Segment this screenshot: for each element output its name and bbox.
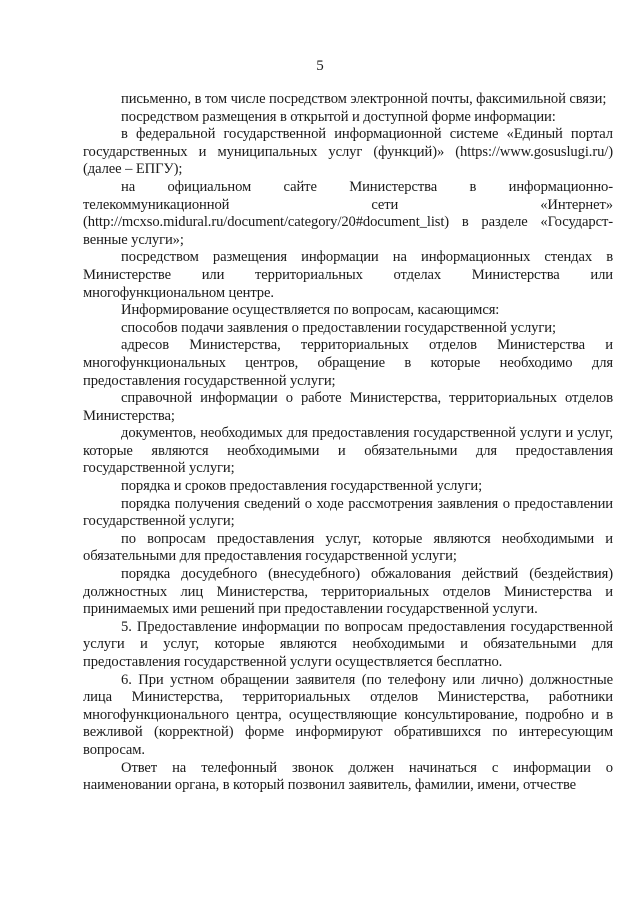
paragraph: 5. Предоставление информации по вопросам предоставления государственной услуги и услуг, которые являются необходимыми и обязательными для предоставления государственной услуги осуществляется бесплатно. <box>83 618 613 670</box>
paragraph: по вопросам предоставления услуг, которые являются необходимыми и обязательными для предоставления государственной услуги; <box>83 530 613 565</box>
paragraph: Информирование осуществляется по вопросам, касающимся: <box>121 302 500 319</box>
paragraph: посредством размещения информации на информационных стендах в Министерстве или территориальных отделах Министерства или многофункциональном центре. <box>83 249 613 301</box>
paragraph: порядка досудебного (внесудебного) обжалования действий (бездействия) должностных лиц Министерства, территориальных отделов Министерства и принимаемых ими решений при предоставлении государственной услуги. <box>83 566 613 618</box>
paragraph: 6. При устном обращении заявителя (по телефону или лично) должностные лица Министерства, территориальных отделов Министерства, работники многофункционального центра, осуществляющие консультирование, подробно и в вежливой (корректной) форме информируют обратившихся по интересующим вопросам. <box>83 671 613 758</box>
paragraph: способов подачи заявления о предоставлении государственной услуги; <box>121 319 556 336</box>
paragraph: адресов Министерства, территориальных отделов Министерства и многофункциональных центров, обращение в которые необходимо для предоставления государственной услуги; <box>83 337 613 389</box>
page-number: 5 <box>316 58 324 74</box>
paragraph: посредством размещения в открытой и доступной форме информации: <box>121 108 556 125</box>
paragraph: письменно, в том числе посредством электронной почты, факсимильной связи; <box>121 91 607 107</box>
paragraph: порядка получения сведений о ходе рассмотрения заявления о предоставлении государственной услуги; <box>83 495 613 530</box>
paragraph: в федеральной государственной информационной системе «Единый портал государственных и муниципальных услуг (функций)» (https://www.gosuslugi.ru/) (далее – ЕПГУ); <box>83 126 613 178</box>
paragraph: документов, необходимых для предоставления государственной услуги и услуг, которые являются необходимыми и обязательными для предоставления государственной услуги; <box>83 425 613 477</box>
document-body <box>83 91 613 795</box>
paragraph: Ответ на телефонный звонок должен начинаться с информации о наименовании органа, в который позвонил заявитель, фамилии, имени, отчестве <box>83 759 613 794</box>
paragraph: порядка и сроков предоставления государственной услуги; <box>121 478 483 495</box>
paragraph: справочной информации о работе Министерства, территориальных отделов Министерства; <box>83 390 613 424</box>
paragraph: на официальном сайте Министерства в информационно-телекоммуникационной сети «Интернет» (http://mcxso.midural.ru/document/category/20#document_list) в разделе «Государст-венные услуги»; <box>83 178 613 248</box>
